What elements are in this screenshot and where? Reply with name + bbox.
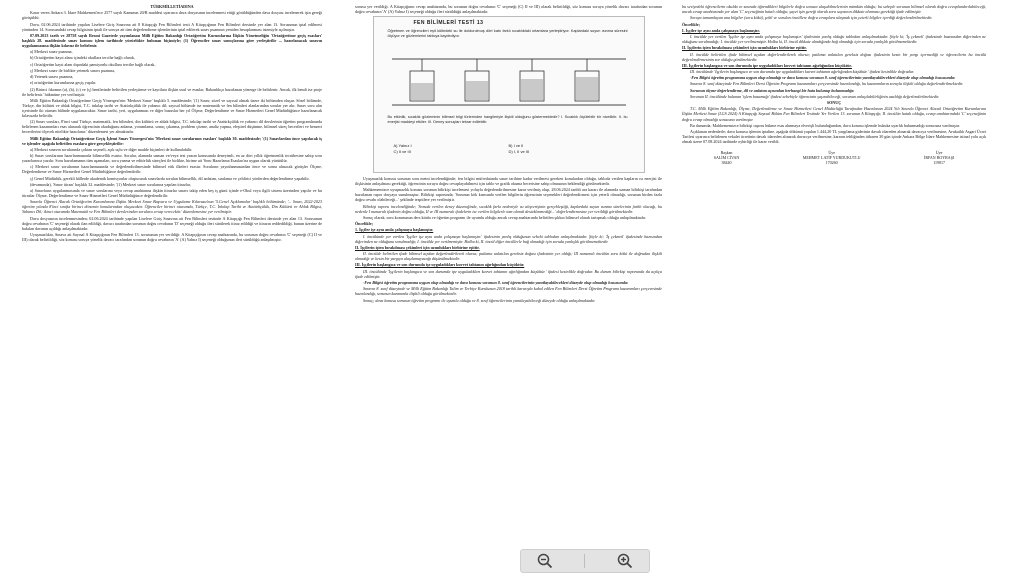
toolbar-divider: [584, 554, 585, 568]
paragraph: (2) Sınav soruları, 8'inci sınıf Türkçe, matematik, fen bilimleri, din kültürü ve ahlak bilgisi, T.C. inkılap tarihi ve Atatürkçülük ve yabancı dil derslerinin öğretim programlarında belirlenen kazanımları esas alınarak öğrencinin okuduğunu anlama, yorumlama, sonuç çıkarma, problem çözme, analiz yapma, eleştirel düşünme, bilimsel süreç becerileri ve benzeri becerilerini ölçecek nitelikte hazırlanır.' düzenlemesi yer almaktadır.: [22, 119, 322, 135]
signature-member-2: [924, 150, 954, 165]
paragraph: 1. İşçiler işe aynı anda çalışmaya başlamıştır.: [355, 227, 434, 233]
zoom-in-icon: [616, 552, 634, 570]
figure-question-options-stem: Bu etkinlik, sıcaklık gözleminin bilimsel bilgi türlerinden hangileriyle ilişkili olduğunu göstermektedir? I. Sıcaklık ölçülebilir bir niceliktir. II. Isı enerjisi maddeyi etkiler. III. Deney sonuçları tekrar edilebilir.: [387, 115, 628, 124]
paragraph: I. İşçiler işe aynı anda çalışmaya başlamıştır.: [682, 27, 760, 33]
paragraph: Milli Eğitim Bakanlığı Ortaöğretime Geçiş Yönergesi'nin 'Merkezi Sınav' başlıklı 5. maddesinde; '(1) Sınav, sözel ve sayısal olmak üzere iki bölümden oluşur. Sözel bölümde, Türkçe, din kültürü ve ahlak bilgisi, T.C. inkılap tarihi ve Atatürkçülük ile yabancı dil; sayısal bölümde ise matematik ve fen bilimleri alanlarından sorular yer alır. Sınav soru alın içerisinde iki oturum hâlinde uygulanacaktır. Sınav tarihi, yeri, uygulanması ve diğer hususlar her yıl Ölçme, Değerlendirme ve Sınav Hizmetleri Genel Müdürlüğünce hazırlanacak kılavuzda belirtilir.: [22, 97, 322, 118]
paragraph: II. öncülde belirtilen ifade bilimsel açıdan değerlendirilerek olursa; patlama anlatılan gereksiz doğası ifadesinin kesin bir yargı içermediği ve öğrencilerin bu öncülü değerlendirmesinin zor olduğu görülmektedir.: [682, 51, 986, 62]
paragraph: c) Merkezi sınav sorularının hazırlanmasında ve değerlendirilmesinde bilimsel etik ilkeleri esastır. Soruların yayınlanmasından önce ve sonra alınacak görüşler Ölçme, Değerlendirme ve Sınav Hizmetleri Genel Müdürlüğünce değerlendirilir.: [22, 164, 322, 175]
signature-id: 38440: [721, 160, 732, 166]
signature-chief-judge: [714, 150, 740, 165]
paragraph: Karar veren Ankara 3. İdare Mahkemesi'nce 2577 sayılı Kanunun 20/B maddesi uyarınca dava dosyasının incelenmesi ettiği görüldüğünden dava dosyası incelenerek işin gereği görüşüldü:: [22, 10, 322, 21]
paragraph: I. öncülünde yer verilen 'İşçiler işe aynı anda çalışmaya başlamıştır.' ifadesinin yanlış olduğunun sebebi tablodan anlaşılmaktadır. Şöyle ki; 'İş çekmek' ifadesinde bazısından diğerinden ne olduğunu sorulmadığı; I. öncülde yer verilmemiştir. Halbu ki, II. öncül diğer öncüllerle bağ olmadığı için soruda yanlışlık görülmemektedir.: [355, 233, 662, 244]
paragraph: Dava, 02.06.2024 tarihinde yapılan Liselere Giriş Sınavına ait 8 Kitapçığı Fen Bilimleri testi A Kitapçığının Fen Bilimleri dersinde yer alan 13. Sorusunun iptal edilmesi yönünden 14. Sorusundaki cevap bilgisinin iptali ile soruya ait tüm değerlendirme işlemlerinin iptal edilerek sınav puanının yeniden hesaplanması istemiyle açılmıştır.: [22, 21, 322, 32]
paragraph: (2) Birinci fıkranın (a), (b), (c) ve (ç) bentlerinde belirtilen yerleştirme ve kayıtlara ilişkin usul ve esaslar, Bakanlıkça hazırlanan yönerge ile belirlenir. Ancak, ilk bendi ise proje ile belirlenir.' hükmüne yer verilmiştir.: [22, 86, 322, 97]
zoom-out-button[interactable]: [536, 552, 554, 570]
paragraph: a) Sınavların uygulanmasında ve sınav sorularına veya cevap anahtarına ilişkin itirazlar sınavı takip eden beş iş günü içinde e-Okul veya ilgili sistem üzerinden yapılır ve bu itirazlar Ölçme, Değerlendirme ve Sınav Hizmetleri Genel Müdürlüğünce değerlendirilir.: [22, 188, 322, 199]
paragraph: Sorunun ölçme-değerlendirme, dil ve anlatım açısından herhangi bir hata bulunup bulunmadığı:: [690, 87, 855, 93]
figure-title: FEN BİLİMLERİ TESTİ 13: [413, 20, 484, 27]
column-1: [22, 4, 322, 579]
paragraph: c) Ortaöğretim kayıt alanı dışındaki pansiyonlu okullara tercihe bağlı olarak,: [30, 61, 156, 67]
option-a: A) Yalnız I: [393, 143, 412, 149]
paragraph: II. İşçilerin işten bırakılması çekimleri için uzunlukları birbirine eşittir.: [355, 244, 480, 250]
exam-question-image: [373, 16, 645, 173]
paragraph: a) Merkezi sınav puanına,: [30, 49, 73, 55]
paragraph: Öncelikle;: [355, 221, 373, 227]
paragraph: b) Ortaöğretim kayıt alanı içindeki okullara tercihe bağlı olarak,: [30, 55, 135, 61]
paragraph: Mahkememizce uyuşmazlık konusu sorunun bilirkişi incelemesi yoluyla değerlendirilmesine karar verilmiş olup, 28.06.2024 tarihli ara kararı ile alanında uzman bilirkişi tarafından hazırlanan rapor dosyaya sunulmuştur. Bilirkişi raporunda; 'Sorunun kök kısmında verilen bilgilerin öğrencinin seçenekleri değerlendirmesi için yeterli olmadığı, sorunun birden fazla doğru cevabı olabileceği...' şeklinde tespitlere yer verilmiştir.: [355, 187, 662, 203]
paragraph: Sınavla Öğrenci Alacak Ortaöğretim Kurumlarına İlişkin Merkezi Sınav Başvuru ve Uygulama Kılavuzu'nun '5.Genel Açıklamalar' başlıklı bölümünde; '... Sınav, 2022-2023 öğretim yılında 8'inci sınıfta birinci dönemin konularından oluşacaktır. Öğrenciler birinci oturumda, Türkçe, T.C. İnkılap Tarihi ve Atatürkçülük, Din Kültürü ve Ahlak Bilgisi, Yabancı Dil; ikinci oturumda Matematik ve Fen Bilimleri derslerinden sorulara cevap verecektir.' düzenlemesine yer verilmiştir.: [22, 199, 322, 215]
beakers-illustration: [392, 51, 626, 111]
paragraph: 07.09.2023 tarih ve 28758 sayılı Resmi Gazetede yayımlanan Milli Eğitim Bakanlığı Ortaöğretim Kurumlarına İlişkin Yönetmeliğin 'Ortaöğretime geçiş esasları' başlıklı 28. maddesinde sınav konusu işlem tarihinde yürürlükte bulunan biçimiyle; (1) Öğrenciler sınav sonuçlarına göre yerleştirilir ... hazırlanacak sınavın uygulanmasına ilişkin kılavuz ile belirlenir.: [22, 32, 322, 48]
section-heading: SONUÇ: [826, 100, 842, 106]
signature-id: 119817: [933, 160, 946, 166]
paragraph: Uyuşmazlık konusu sorunun soru metni incelendiğinde; fen bilgisi müfredatında sınav tarihine kadar verilmesi gereken konulardan olduğu, tabloda verilen kapların ısı enerjisi ile ilişkisinin anlaşılması gerektiği, öğrencinin soruyu doğru cevaplayabilmesi için tablo ve grafik okuma becerisine sahip olmasının beklendiği görülmektedir.: [355, 176, 662, 187]
figure-question-stem: Öğretmen ve öğrencileri eşit kütledeki su ile doldurulmuş dört kabı farklı sıcaklıktaki ortamlara yerleştiriyor. Kaplardaki suyun ısınma süresini ölçüyor ve gözlemlerini tabloya kaydediyor.: [387, 29, 628, 38]
document-title: TÜRKMİLLETİADINA: [150, 4, 194, 9]
option-b: B) I ve II: [508, 143, 524, 149]
paragraph: a) Merkezi sınavın sorularında çoktan seçmeli, açık uçlu ve diğer madde biçimleri de kullanılabilir.: [30, 146, 193, 152]
paragraph: Milli Eğitim Bakanlığı Ortaöğretime Geçiş İşlemi Sınav Yönergesi'nin 'Merkezi sınav sorularının esasları' başlıklı 30. maddesinde; '(1) Sınavlardan önce yapılacak iş ve işlemler aşağıda belirtilen esaslara göre gerçekleştirilir:: [22, 135, 322, 146]
paragraph: b) Sınav sorularının hazırlanmasında bilimsellik esastır. Sorular, alanında uzman ve/veya test yazım konusunda deneyimli, en az dört yıllık öğretmenlik tecrübesine sahip soru yazarlarınca yazılır. Soru hazırlamanın tüm aşamaları, soru yazma ve editörlük süreçleri ile birlikte, birime ait 'Soru Hazırlama Esasları'na uygun olarak yürütülür.: [22, 153, 322, 164]
paragraph: Açıklanan nedenlerle; dava konusu işlemin iptaline, aşağıda dökümü yapılan 1.444,20 TL yargılama giderinin davalı idareden alınarak davacıya verilmesine, Avukatlık Asgari Ücret Tarifesi uyarınca belirlenen vekalet ücretinin davalı idareden alınarak davacıya verilmesine, kararın tebliğinden itibaren 30 gün içinde Ankara Bölge İdare Mahkemesine istinaf yolu açık olmak üzere 07.08.2024 tarihinde oybirliği ile karar verildi.: [682, 128, 986, 145]
column-3: [682, 4, 986, 579]
paragraph: Dava dosyasının incelenmesinden; 02.06.2024 tarihinde yapılan Liselere Giriş Sınavına ait Fen Bilimleri testinde A Kitapçığı Fen Bilimleri dersinde yer alan 13. Sorusunun doğru cevabının 'C' seçeneği olarak ilan edildiği, davacı tarafından sorunun doğru cevabının 'D' seçeneği olduğu ileri sürülerek itiraz edildiği ve itirazın reddedildiği, bunun üzerine de bakılan davanın açıldığı anlaşılmaktadır.: [22, 215, 322, 231]
paragraph: Soruya tamamlayan ana bilgiler (soru kökü), şekil ve sorulan öncüllere doğru cevaplara ulaşmak için yeterli bilgiler içerdiği değerlendirilmektedir.: [690, 15, 933, 21]
paragraph: Öncelikle;: [682, 21, 700, 27]
paragraph: -Fen Bilgisi öğretim programına uygun olup olmadığı ve dava konusu sorunun 8. sınıf öğrencilerinin yanıtlayabilecekleri düzeyde olup olmadığı hususunda:: [363, 280, 629, 285]
signature-name: İRFAN BOYRAŞI: [923, 155, 955, 161]
paragraph: Bu durumda; Mahkememizce bilirkişi raporu hükme esas alınmaya elverişli bulunduğundan, dava konusu işlemde hukuka uyarlık bulunmadığı sonucuna varılmıştır.: [690, 122, 961, 128]
paragraph: Sınavın 8. sınıf düzeyinde Fen Bilimleri Dersi Öğretim Programı kazanımları çerçevesinde hazırlandığı, bu kazanımların soruyla ilişkili olduğu değerlendirilmektedir.: [690, 81, 964, 87]
signature-role: Üye: [935, 150, 943, 156]
paragraph: T.C. Milli Eğitim Bakanlığı, Ölçme, Değerlendirme ve Sınav Hizmetleri Genel Müdürlüğü Tarafından Hazırlanan 2024 Yılı Sınavla Öğrenci Alacak Ortaöğretim Kurumlarına İlişkin Merkezi Sınav (LGS 2024) A Kitapçığı Sayısal Bölüm Fen Bilimleri Testinde Yer Verilen 13. sorunun A Kitapçığı; II. öncülün hatalı olduğu, cevap anahtarındaki 'C' seçeneğinin doğru cevap olmadığı sonucuna varılmıştır.: [682, 106, 986, 122]
paragraph: III. İşçilerin başlangıca ve son durumda işe uyguladıkları kuvvet tahtanın ağırlığından küçüktür.: [355, 262, 525, 268]
paragraph: II. İşçilerin işten bırakılması çekimleri için uzunlukları birbirine eşittir.: [682, 45, 807, 51]
paragraph: (devamında), 'Sınav itirazı' başlıklı 32. maddesinde; '(1) Merkezi sınav sorularına yapılan itirazlar,: [30, 181, 191, 187]
paragraph: bu seviyedeki öğrencilerin okulda ve sınavda öğrendikleri bilgilerle doğru sonuca ulaşabilmelerinin mümkün olduğu; bu sebeple sorunun bilimsel olarak doğru cevaplandırılabileceği, ancak cevap anahtarında yer alan 'C' seçeneğinin hatalı olduğu; şayet işin gereği olarak soru sayısının dikkate alınması gerektiği ifade edilmiştir.: [682, 4, 986, 15]
paragraph: I. öncülde yer verilen 'İşçiler işe aynı anda çalışmaya başlamıştır.' ifadesinin yanlış olduğu tablodan anlaşılmaktadır. Şöyle ki; 'İş çekmek' ifadesinde bazısından diğerinden ne olduğunu sorulmadığı; I. öncülde yer verilmemiştir. Halbu ki, II. öncül dikkate alındığında bağ olmadığı için soruda yanlışlık görülmemektedir.: [682, 33, 986, 45]
paragraph: II. öncülde belirtilen ifade bilimsel açıdan değerlendirilerek olursa; patlama anlatılan gereksiz doğası ifadesinin yer aldığı; III numaralı öncülün soru kökü ile doğrudan ilişkili olmadığı ve kesin bir yargıya ulaşılamayacağı düşünülmektedir.: [355, 251, 662, 262]
zoom-out-icon: [536, 552, 554, 570]
signature-name: SALİM CİVAN: [713, 155, 740, 161]
paragraph: III. öncülünde 'İşçilerin başlangıca ve son durumda ipe uyguladıkları kuvvet tahtanın ağırlığından küçüktür.' ifadesi kesinlikle doğrudur.: [690, 69, 914, 75]
signature-member-1: [803, 150, 861, 165]
zoom-toolbar: [520, 549, 650, 573]
signature-role: Üye: [828, 150, 835, 156]
paragraph: e) ortaöğretim kurumlarına geçiş yapılır.: [30, 80, 97, 86]
signature-name: MEHMET LATİF YURDUKUTLU: [802, 155, 861, 161]
option-d: D) I, II ve III: [508, 149, 530, 155]
paragraph: sorusu yer verildiği. A Kitapçığının cevap anahtarında, bu sorunun doğru cevabının 'C' seçeneği (C) II ve III) olarak belirtildiği, söz konusu soruya yönelik davacı tarafından sorunun doğru cevabının 'A' (A) Yalnız I) seçeneği olduğu ileri sürüldüğü anlaşılmaktadır.: [355, 4, 662, 15]
paragraph: Sorunun II. öncülünde bulunan 'işlem basamağı' ifadesi sebebiyle öğrencinin şaşırabileceği, sorunun anlaşılabilirliğinin azaldığı değerlendirilmektedir.: [690, 93, 940, 99]
zoom-in-button[interactable]: [616, 552, 634, 570]
paragraph: III. İşçilerin başlangıca ve son durumda ipe uyguladıkları kuvvet tahtanın ağırlığından küçüktür.: [682, 62, 852, 68]
paragraph: -Fen Bilgisi öğretim programına uygun olup olmadığı ve dava konusu sorunun 8. sınıf öğrencilerinin yanıtlayabilecekleri düzeyde olup olmadığı hususunda:: [690, 75, 956, 81]
paragraph: d) Yetenek sınavı puanına,: [30, 74, 74, 80]
answer-options: [394, 143, 624, 155]
column-2: [355, 4, 662, 579]
paragraph: ç) Merkezi sınav ile birlikte yetenek sınavı puanına,: [30, 67, 116, 73]
paragraph: III. öncülünde 'İşçilerin başlangıca ve son durumda ipe uyguladıkları kuvvet tahtanın ağırlığından küçüktür.' ifadesi kesinlikle doğrudur. Bu durum bilirkişi raporunda da açıkça ifade edilmiştir.: [355, 268, 662, 279]
signature-id: 170260: [825, 160, 838, 166]
paragraph: Sonuç olarak, soru konusunun ders kitabı ve öğretim programı ile uyumlu olduğu ancak cevap anahtarında belirtilen şıkkın bilimsel olarak tartışmalı olduğu anlaşılmaktadır.: [363, 214, 646, 220]
signature-role: Başkan: [720, 150, 733, 156]
paragraph: Bilirkişi raporu incelendiğinde; 'Soruda verilen deney düzeneğinde, sıcaklık farkı nedeniyle ısı alışverişinin gerçekleştiği, kaplardaki suyun ısınma sürelerinin farklı olacağı, bu nedenle I numaralı ifadenin doğru olduğu, II ve III numaralı ifadelerin ise verilen bilgilerle tam olarak desteklenmediği...' değerlendirmesine yer verildiği görülmektedir.: [355, 203, 662, 214]
paragraph: ç) Genel Müdürlük, gerekli hâllerde akademik komisyonlar oluşturarak sınavlarda sorulan bilimsellik, dil anlatım, sıralama ve çeldirici yönlerden değerlendirme yapabilir.: [30, 175, 310, 181]
signature-block: [682, 150, 986, 165]
option-c: C) II ve III: [393, 149, 411, 155]
paragraph: Sınavın 8. sınıf düzeyinde ve Milli Eğitim Bakanlığı Talim ve Terbiye Kurulunun 2018 tarihli kararıyla kabul edilen Fen Bilimleri Dersi Öğretim Programı kazanımları çerçevesinde hazırlandığı, sorunun kazanımla ilişkili olduğu görülmektedir.: [355, 286, 662, 297]
paragraph: Uyuşmazlıkta, Sınava ait Sayısal A Kitapçığının Fen Bilimleri 13. sorusunun yer verildiği: A Kitapçığının cevap anahtarında, bu sorunun doğru cevabının 'C' seçeneği (C) II ve III) olarak belirtildiği, söz konusu soruya yönelik davacı tarafından sorunun doğru cevabının 'A' (A) Yalnız I) seçeneği olduğunun ileri sürüldüğü anlaşılmıştır.: [22, 232, 322, 243]
paragraph: Sonuç; dava konusu sorunun öğretim programı ile uyumlu olduğu ve 8. sınıf öğrencilerinin yanıtlayabileceği düzeyde olduğu anlaşılmaktadır.: [363, 297, 596, 303]
